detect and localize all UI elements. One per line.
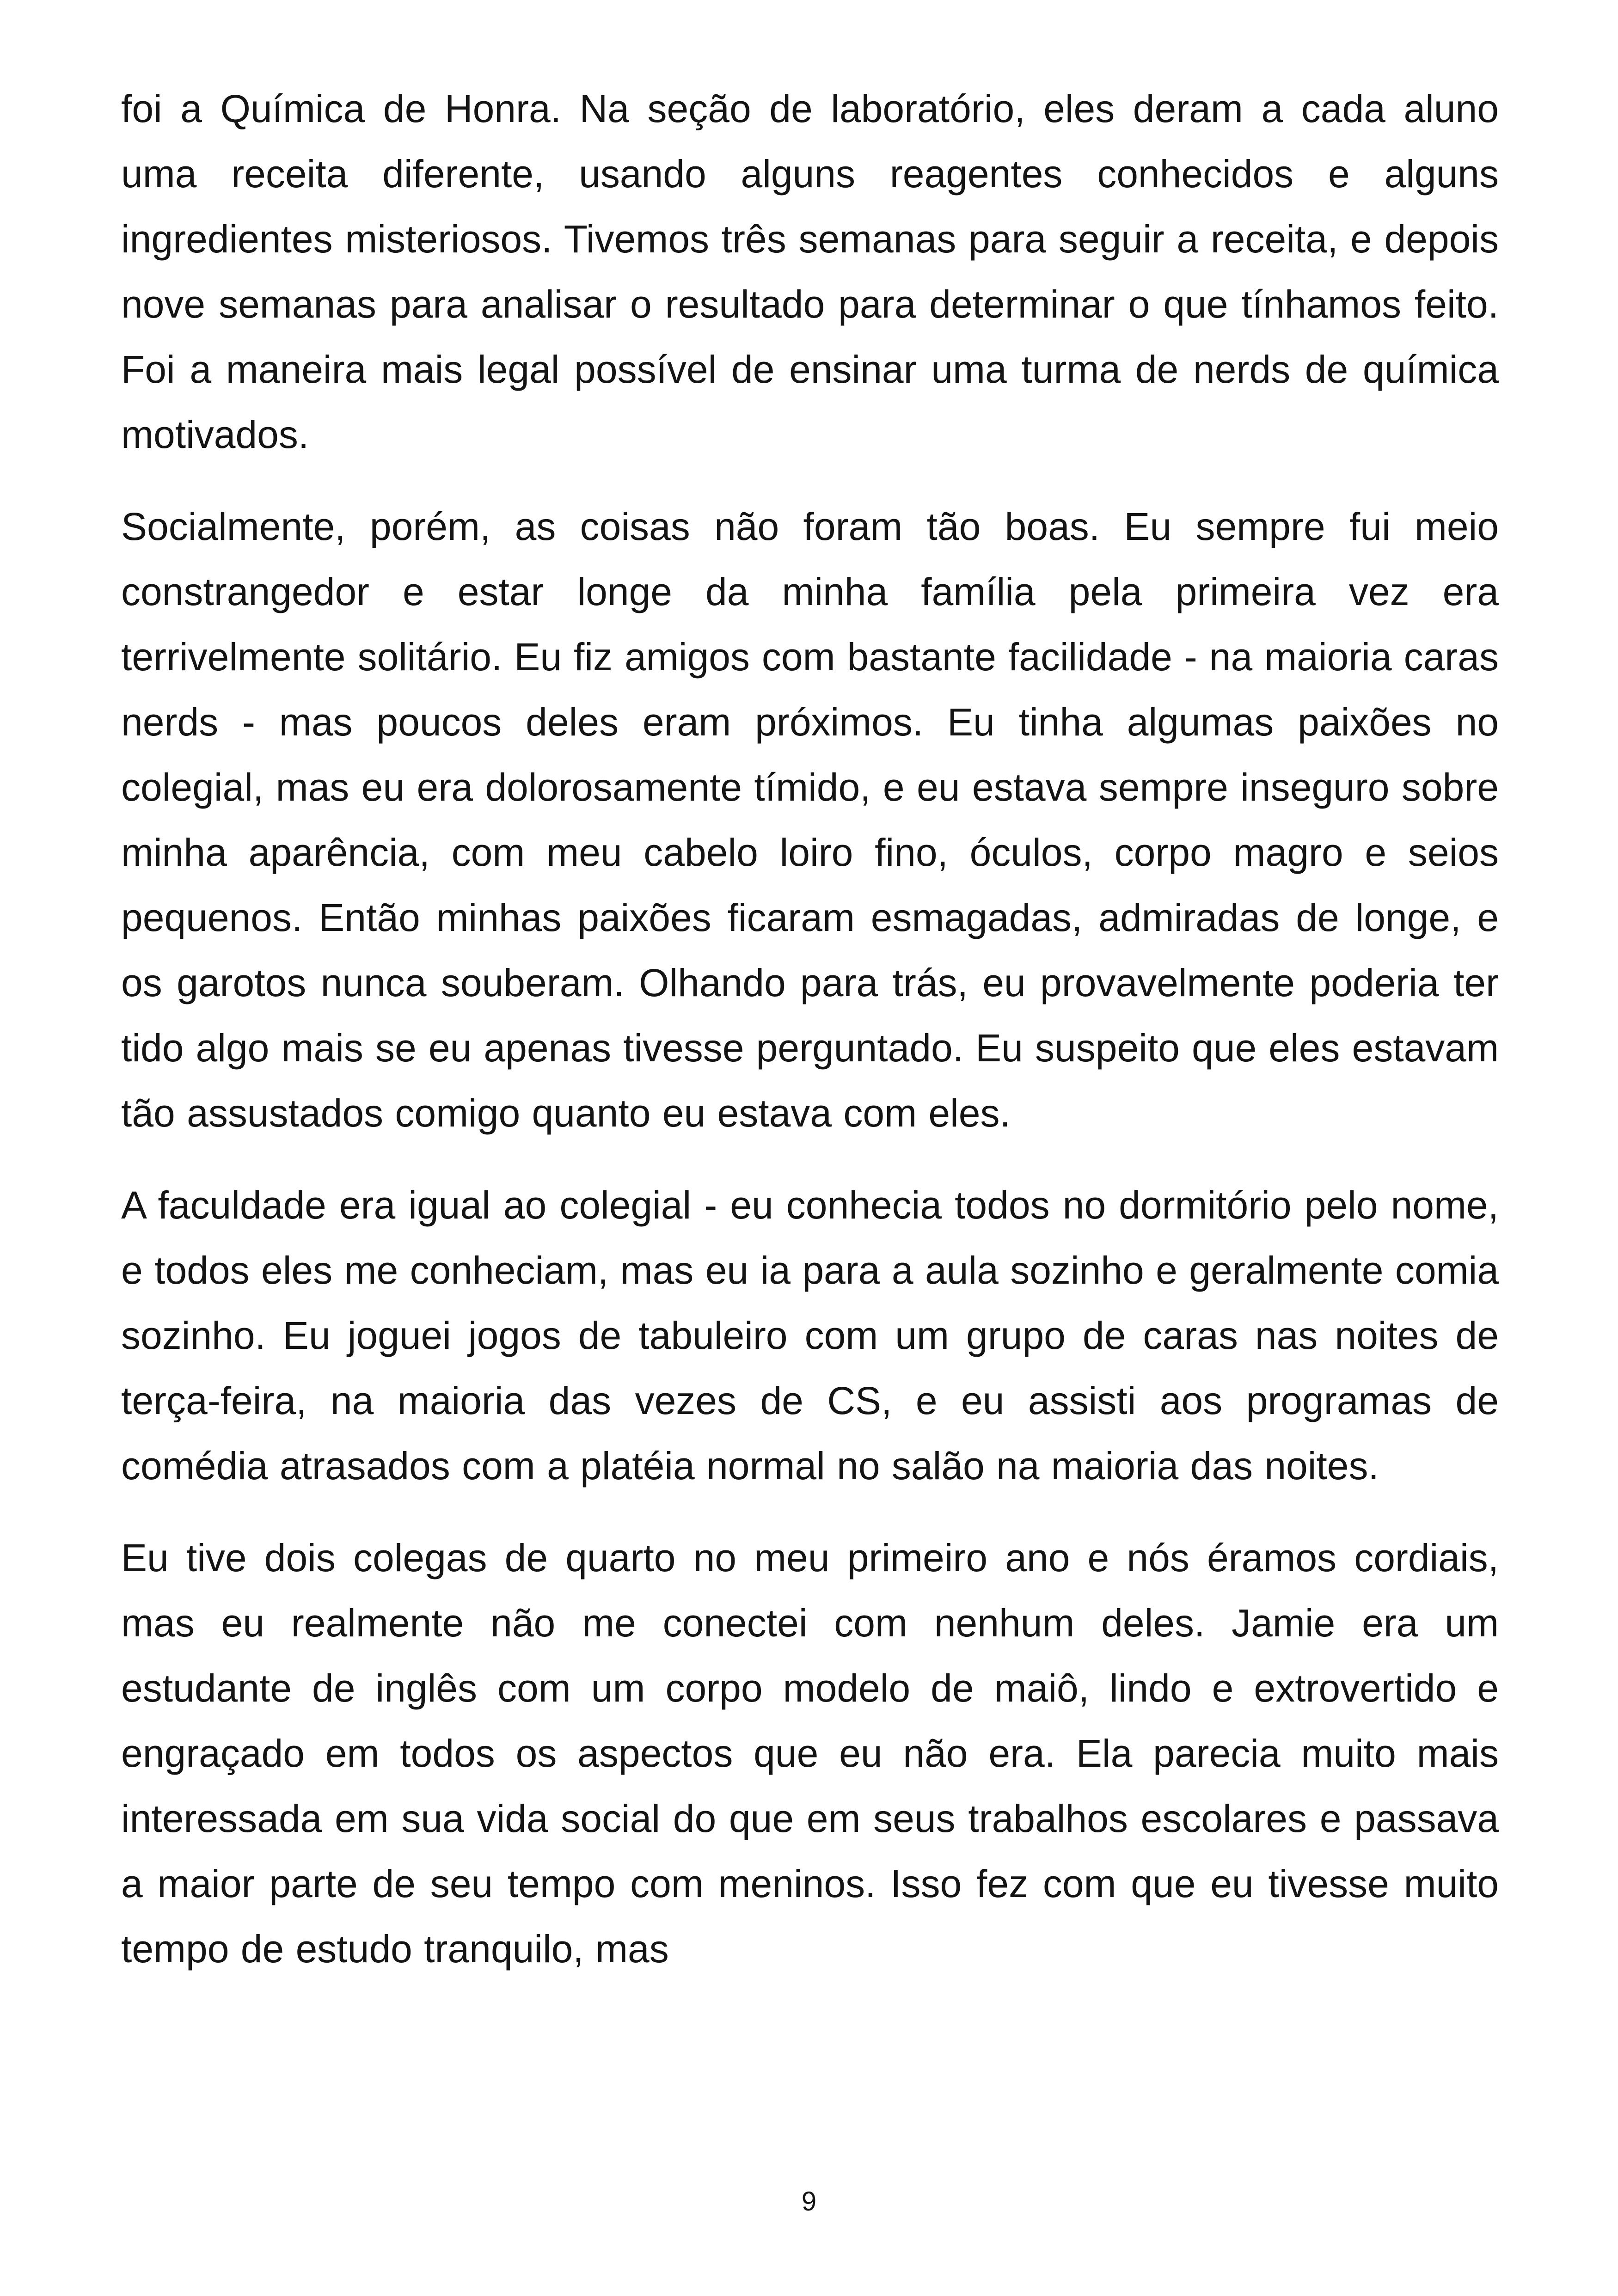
paragraph: Eu tive dois colegas de quarto no meu primeiro ano e nós éramos cordiais, mas eu realmente não me conectei com nenhum deles. Jamie era um estudante de inglês com um corpo modelo de maiô, lindo e extrovertido e engraçado em todos os aspectos que eu não era. Ela parecia muito mais interessada em sua vida social do que em seus trabalhos escolares e passava a maior parte de seu tempo com meninos. Isso fez com que eu tivesse muito tempo de estudo tranquilo, mas: [121, 1536, 1499, 1971]
paragraph: A faculdade era igual ao colegial - eu conhecia todos no dormitório pelo nome, e todos eles me conheciam, mas eu ia para a aula sozinho e geralmente comia sozinho. Eu joguei jogos de tabuleiro com um grupo de caras nas noites de terça-feira, na maioria das vezes de CS, e eu assisti aos programas de comédia atrasados com a platéia normal no salão na maioria das noites.: [121, 1183, 1499, 1488]
body-text: [121, 76, 1499, 2008]
page-number: 9: [801, 2186, 817, 2216]
paragraph: foi a Química de Honra. Na seção de laboratório, eles deram a cada aluno uma receita diferente, usando alguns reagentes conhecidos e alguns ingredientes misteriosos. Tivemos três semanas para seguir a receita, e depois nove semanas para analisar o resultado para determinar o que tínhamos feito. Foi a maneira mais legal possível de ensinar uma turma de nerds de química motivados.: [121, 87, 1499, 456]
paragraph: Socialmente, porém, as coisas não foram tão boas. Eu sempre fui meio constrangedor e estar longe da minha família pela primeira vez era terrivelmente solitário. Eu fiz amigos com bastante facilidade - na maioria caras nerds - mas poucos deles eram próximos. Eu tinha algumas paixões no colegial, mas eu era dolorosamente tímido, e eu estava sempre inseguro sobre minha aparência, com meu cabelo loiro fino, óculos, corpo magro e seios pequenos. Então minhas paixões ficaram esmagadas, admiradas de longe, e os garotos nunca souberam. Olhando para trás, eu provavelmente poderia ter tido algo mais se eu apenas tivesse perguntado. Eu suspeito que eles estavam tão assustados comigo quanto eu estava com eles.: [121, 505, 1499, 1135]
